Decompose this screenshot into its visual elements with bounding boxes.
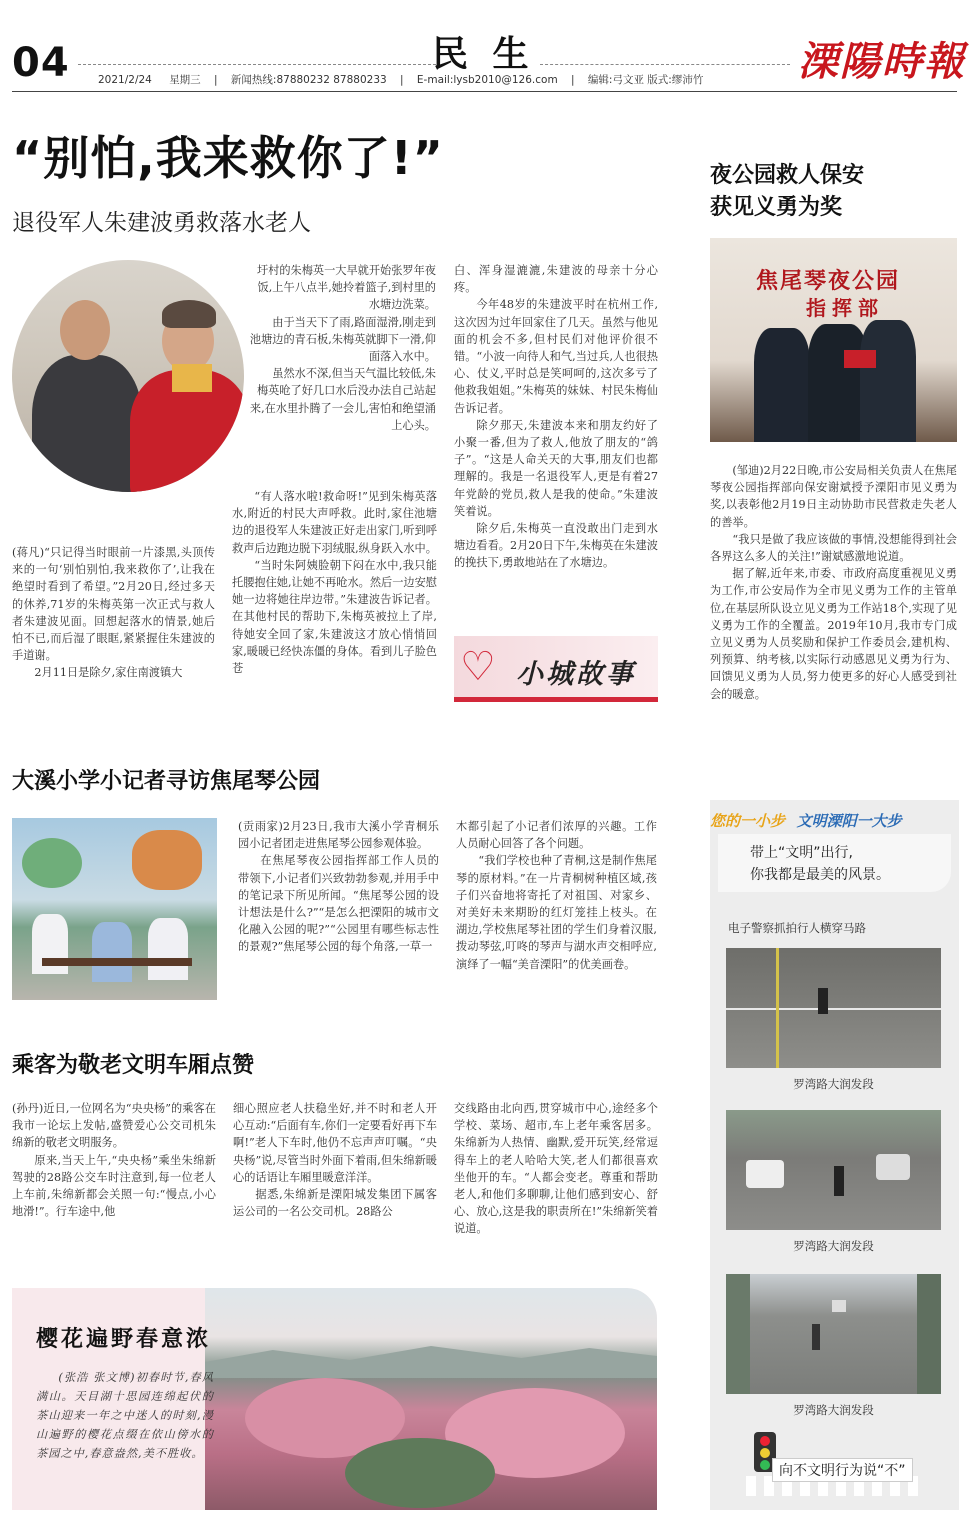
masthead-top-rule <box>78 64 436 65</box>
bus-story-headline: 乘客为敬老文明车厢点赞 <box>12 1053 255 1078</box>
award-photo: 焦尾琴夜公园 指挥部 <box>710 238 957 442</box>
lead-col1 <box>12 544 215 682</box>
camera-shot-2 <box>726 1110 941 1230</box>
lead-col3-p2: 今年48岁的朱建波平时在杭州工作,这次因为过年回家住了几天。虽然与他见面的机会不多,但村民们对他评价很不错。“小波一向待人和气,当过兵,人也很热心、仗义,平时总是笑呵呵的,这次多亏了他救我姐姐。”朱梅英的妹妹、村民朱梅仙告诉记者。 <box>454 298 658 415</box>
school-col2-p1: 木都引起了小记者们浓厚的兴趣。工作人员耐心回答了各个问题。 <box>456 820 657 851</box>
heart-icon: ♡ <box>460 644 496 690</box>
bus-col1-p1: (孙丹)近日,一位网名为“央央杨”的乘客在我市一论坛上发帖,盛赞爱心公交司机朱绵新的敬老文明服务。 <box>12 1102 216 1150</box>
right-story-body <box>710 462 957 703</box>
bus-col3 <box>454 1100 658 1238</box>
lead-col2-bottom <box>232 488 437 677</box>
camera-caption-2: 罗湾路大润发段 <box>793 1239 874 1253</box>
lead-col1-p2: 2月11日是除夕,家住南渡镇大 <box>34 666 183 680</box>
camera-caption-1: 罗湾路大润发段 <box>793 1077 874 1091</box>
bus-col3-p1: 交线路由北向西,贯穿城市中心,途经多个学校、菜场、超市,车上老年乘客居多。朱绵新为人热情、幽默,爱开玩笑,经常逗得车上的老人哈哈大笑,老人们都很喜欢坐他开的车。“人都会变老。尊重和帮助老人,和他们多聊聊,让他们感到安心、舒心、放心,这是我的职责所在!”朱绵新笑着说道。 <box>454 1102 658 1236</box>
date: 2021/2/24 <box>98 74 152 86</box>
school-col1-p1: (贡雨家)2月23日,我市大溪小学青桐乐园小记者团走进焦尾琴公园参观体验。 <box>238 820 439 851</box>
right-story-p3: 据了解,近年来,市委、市政府高度重视见义勇为工作,市公安局作为全市见义勇为工作的主管单位,在基层所队设立见义勇为工作站18个,实现了见义勇为工作的全覆盖。2019年10月,我市专门成立见义勇为人员奖励和保护工作委员会,建机构、列预算、纳考核,以实际行动感恩见义勇为行为、回馈见义勇为人员,努力使更多的好心人感受到社会的暖意。 <box>710 567 957 701</box>
camera-title: 电子警察抓拍行人横穿马路 <box>728 921 866 935</box>
school-col2-p2: “我们学校也种了青桐,这是制作焦尾琴的原材料。”在一片青桐树种植区域,孩子们兴奋地将寄托了对祖国、对家乡、对美好未来期盼的红灯笼挂上枝头。在湖边,学校焦尾琴社团的学生们身着汉服,拨动琴弦,叮咚的琴声与湖水声交相呼应,演绎了一幅“美音溧阳”的优美画卷。 <box>456 854 657 971</box>
lead-photo <box>12 260 244 492</box>
weekday: 星期三 <box>169 74 201 86</box>
bus-col2-p1: 细心照应老人扶稳坐好,并不时和老人开心互动:“后面有车,你们一定要看好再下车啊!”老人下车时,他仍不忘声声叮嘱。“央央杨”说,尽管当时外面下着雨,但朱绵新暖心的话语让车厢里暖意洋洋。 <box>233 1102 437 1184</box>
lead-col2-p1: 圩村的朱梅英一大早就开始张罗年夜饭,上午八点半,她拎着篮子,到村里的水塘边洗菜。 <box>256 264 436 312</box>
masthead-rule <box>12 91 957 92</box>
lead-col2-top <box>248 262 436 434</box>
sakura-body: (张浩 张文博)初春时节,春风满山。天目湖十思园连绵起伏的茶山迎来一年之中迷人的时刻,漫山遍野的樱花点缀在依山傍水的茶园之中,春意盎然,美不胜收。 <box>36 1371 214 1460</box>
email: E-mail:lysb2010@126.com <box>416 74 558 86</box>
lead-col2-p3: 虽然水不深,但当天气温比较低,朱梅英呛了好几口水后没办法自己站起来,在水里扑腾了一会儿,害怕和绝望涌上心头。 <box>249 367 436 432</box>
page-number: 04 <box>12 40 70 86</box>
sidebar <box>710 800 959 1510</box>
school-col1 <box>238 818 439 956</box>
lead-col1-p1: (蒋凡)“只记得当时眼前一片漆黑,头顶传来的一句‘别怕别怕,我来救你了’,让我在绝望时看到了希望。”2月20日,经过多天的休养,71岁的朱梅英第一次正式与救人者朱建波见面。回想起落水的情景,她后怕不已,而后湿了眼眶,紧紧握住朱建波的手道谢。 <box>12 546 215 663</box>
small-city-story-logo: ♡ 小城故事 <box>454 636 658 702</box>
sakura-photo <box>205 1288 657 1510</box>
right-story-p1: (邹迪)2月22日晚,市公安局相关负责人在焦尾琴夜公园指挥部向保安谢斌授予溧阳市见义勇为奖,以表彰他2月19日主动协助市民营救走失老人的善举。 <box>710 464 957 529</box>
camera-shot-1 <box>726 948 941 1068</box>
school-col2 <box>456 818 657 973</box>
right-story-p2: “我只是做了我应该做的事情,没想能得到社会各界这么多人的关注!”谢斌感激地说道。 <box>710 532 957 564</box>
lead-col3-p4: 除夕后,朱梅英一直没敢出门走到水塘边看看。2月20日下午,朱梅英在朱建波的挽扶下,勇敢地站在了水塘边。 <box>454 522 658 570</box>
hotline: 新闻热线:87880232 87880233 <box>230 74 387 86</box>
bus-col2 <box>233 1100 437 1220</box>
sakura-box <box>12 1288 657 1510</box>
right-story-headline: 夜公园救人保安 获见义勇为奖 <box>710 163 865 220</box>
masthead-info: 2021/2/24 星期三 | 新闻热线:87880232 87880233 | E-mail:lysb2010@126.com | 编辑:弓文亚 版式:缪沛竹 <box>98 74 704 86</box>
bus-col1 <box>12 1100 216 1220</box>
school-story-headline: 大溪小学小记者寻访焦尾琴公园 <box>12 769 321 794</box>
lead-col2-p5: “当时朱阿姨脸朝下闷在水中,我只能托腰抱住她,让她不再呛水。然后一边安慰她一边将她往岸边带。”朱建波告诉记者。在其他村民的帮助下,朱梅英被拉上了岸,待她安全回了家,朱建波这才放心悄悄回家,暖暖已经快冻僵的身体。看到儿子脸色苍 <box>232 558 437 676</box>
bus-col1-p2: 原来,当天上午,“央央杨”乘坐朱绵新驾驶的28路公交车时注意到,每一位老人上车前,朱绵新都会关照一句:“慢点,小心地滑!”。行车途中,他 <box>12 1153 216 1219</box>
paper-name: 溧陽時報 <box>798 38 966 85</box>
school-photo <box>12 818 217 1000</box>
lead-headline: “别怕,我来救你了!” <box>12 131 444 185</box>
camera-shot-3 <box>726 1274 941 1394</box>
sakura-headline: 樱花遍野春意浓 <box>36 1327 212 1352</box>
slogan-box: 带上“文明”出行, 你我都是最美的风景。 <box>718 834 951 892</box>
masthead-top-rule-right <box>540 64 790 65</box>
lead-col2-p2: 由于当天下了雨,路面湿滑,刚走到池塘边的青石板,朱梅英就脚下一滑,仰面落入水中。 <box>249 315 436 364</box>
lead-col3-p1: 白、浑身湿漉漉,朱建波的母亲十分心疼。 <box>454 264 658 295</box>
lead-col2-p4: “有人落水啦!救命呀!”见到朱梅英落水,附近的村民大声呼救。此时,家住池塘边的退役军人朱建波正好走出家门,听到呼救声后边跑边脱下羽绒服,纵身跃入水中。 <box>232 490 437 555</box>
civility-banner: 您的一小步 文明溧阳一大步 <box>710 812 902 830</box>
school-col1-p2: 在焦尾琴夜公园指挥部工作人员的带领下,小记者们兴致勃勃参观,并用手中的笔记录下所见所闻。“焦尾琴公园的设计想法是什么?”“是怎么把溧阳的城市文化融入公园的呢?”“公园里有哪些标志性的景观?”焦尾琴公园的每个角落,一草一 <box>238 854 439 954</box>
editors: 编辑:弓文亚 版式:缪沛竹 <box>587 74 704 86</box>
bottom-slogan: 向不文明行为说“不” <box>772 1458 913 1482</box>
camera-caption-3: 罗湾路大润发段 <box>793 1403 874 1417</box>
lead-subhead: 退役军人朱建波勇救落水老人 <box>12 210 311 236</box>
lead-col3 <box>454 262 658 572</box>
section-title: 民 生 <box>432 34 535 75</box>
lead-col3-p3: 除夕那天,朱建波本来和朋友约好了小聚一番,但为了救人,他放了朋友的“鸽子”。“这是人命关天的大事,朋友们也都理解的。我是一名退役军人,更是有着27年党龄的党员,救人是我的使命。”朱建波笑着说。 <box>454 418 658 518</box>
bus-col2-p2: 据悉,朱绵新是溧阳城发集团下属客运公司的一名公交司机。28路公 <box>233 1188 437 1219</box>
